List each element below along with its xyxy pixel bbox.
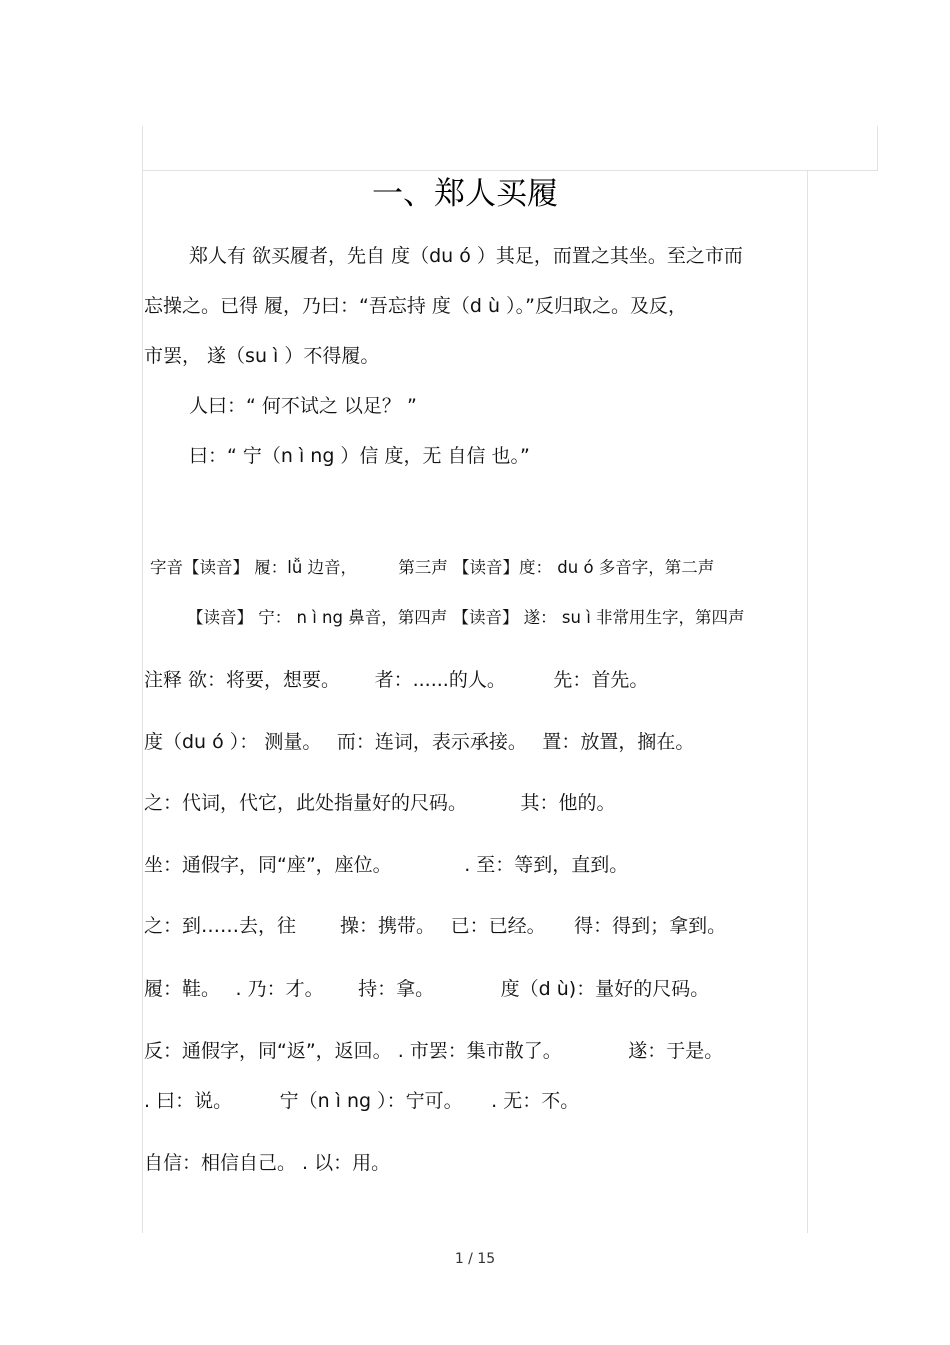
passage-line: 郑人有 欲买履者，先自 度（du ó ）其足，而置之其坐。至之市而 [189,245,743,267]
pronunciation-line: 字音【读音】 履：lǚ 边音， 第三声 【读音】度： du ó 多音字，第二声 [150,558,715,577]
note-line: 之：到……去，往 操：携带。 已：已经。 得：得到；拿到。 [144,915,727,937]
passage-line: 忘操之。已得 履，乃曰：“吾忘持 度（d ù ）。”反归取之。及反， [144,295,687,317]
note-line: 度（du ó ）： 测量。 而：连词，表示承接。 置：放置，搁在。 [144,731,695,753]
note-line: . 曰：说。 宁（n ì ng ）：宁可。 . 无：不。 [144,1090,580,1112]
passage-line: 曰：“ 宁（n ì ng ）信 度，无 自信 也。” [189,445,530,467]
header-frame [142,126,878,171]
note-line: 注释 欲：将要，想要。 者：......的人。 先：首先。 [144,669,649,691]
note-line: 坐：通假字，同“座”，座位。 . 至：等到，直到。 [144,854,629,876]
page-title: 一、郑人买履 [372,176,558,212]
passage-line: 市罢， 遂（su ì ）不得履。 [144,345,380,367]
note-line: 履：鞋。 . 乃：才。 持：拿。 度（d ù)：量好的尺码。 [144,978,710,1000]
pronunciation-line: 【读音】 宁： n ì ng 鼻音，第四声 【读音】 遂： su ì 非常用生字，第四声 [187,608,745,627]
page-indicator: 1 / 15 [454,1251,496,1267]
passage-line: 人曰：“ 何不试之 以足？ ” [189,395,417,417]
note-line: 自信：相信自己。 . 以：用。 [144,1152,391,1174]
note-line: 反：通假字，同“返”，返回。 . 市罢：集市散了。 遂：于是。 [144,1040,724,1062]
note-line: 之：代词，代它，此处指量好的尺码。 其：他的。 [144,792,616,814]
content-frame [142,171,808,1233]
